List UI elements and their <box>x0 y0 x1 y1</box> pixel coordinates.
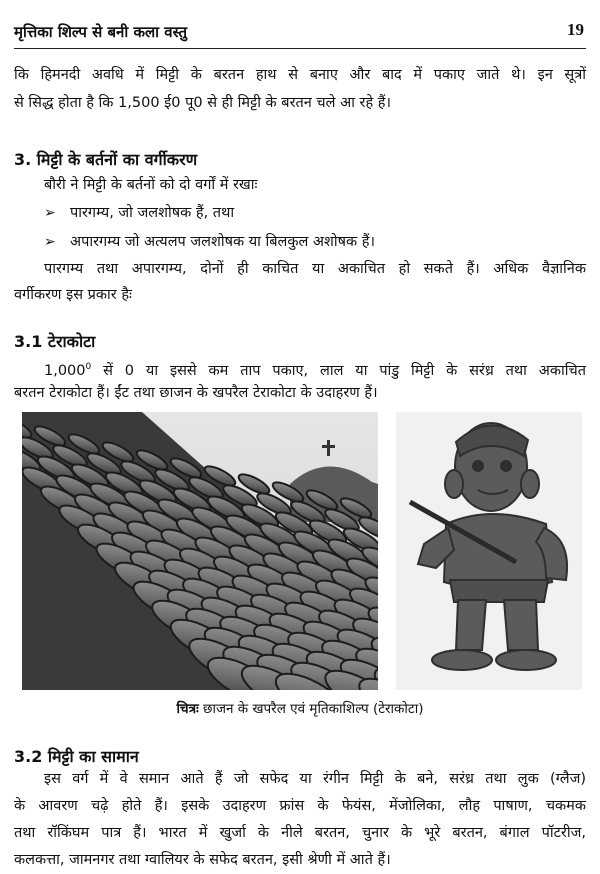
roof-tiles-photo <box>22 412 378 690</box>
page-number: 19 <box>567 20 584 39</box>
section-3-1-line-1: 1,000$^0$ सें 0 या इससे कम ताप पकाए, लाल या पांडु मिट्टी के सरंध्र तथा अकाचित <box>44 362 586 379</box>
figure-caption <box>0 699 600 717</box>
section-3-1-heading: 3.1 टेराकोटा <box>14 332 96 351</box>
list-item <box>44 202 234 222</box>
section-3-lead: बौरी ने मिट्टी के बर्तनों को दो वर्गों में रखाः <box>44 177 258 193</box>
terracotta-figurine-photo <box>396 412 582 690</box>
intro-line-2: से सिद्ध होता है कि 1,500 ई0 पू0 से ही मिट्टी के बरतन चले आ रहे हैं। <box>14 95 391 111</box>
running-title: मृत्तिका शिल्प से बनी कला वस्तु <box>14 23 187 41</box>
section-3-para-line-2: वर्गीकरण इस प्रकार हैः <box>14 287 132 303</box>
section-3-para-line-1: पारगम्य तथा अपारगम्य, दोनों ही काचित या अकाचित हो सकते हैं। अधिक वैज्ञानिक <box>44 261 586 277</box>
section-3-2-heading: 3.2 मिट्टी का सामान <box>14 747 139 766</box>
list-item <box>44 231 375 251</box>
section-3-1-line-2: बरतन टेराकोटा हैं। ईंट तथा छाजन के खपरैल टेराकोटा के उदाहरण हैं। <box>14 385 378 401</box>
caption-label: चित्रः <box>176 701 199 717</box>
section-3-2-line-3: तथा रॉकिंघम पात्र हैं। भारत में खुर्जा के नीले बरतन, चुनार के भूरे बरतन, बंगाल पॉटरीज, <box>14 825 586 841</box>
list-item-text: अपारगम्य जो अत्यलप जलशोषक या बिलकुल अशोषक हैं। <box>70 234 375 250</box>
caption-text: छाजन के खपरैल एवं मृतिकाशिल्प (टेराकोटा) <box>198 701 424 717</box>
intro-line-1: कि हिमनदी अवधि में मिट्टी के बरतन हाथ से बनाए और बाद में पकाए जाते थे। इन सूत्रों <box>14 67 586 83</box>
section-3-2-line-4: कलकत्ता, जामनगर तथा ग्वालियर के सफेद बरतन, इसी श्रेणी में आते हैं। <box>14 852 391 868</box>
section-3-2-line-1: इस वर्ग में वे समान आते हैं जो सफेद या रंगीन मिट्टी के बने, सरंध्र तथा लुक (ग्लैज) <box>44 771 586 787</box>
arrow-bullet-icon: ➢ <box>44 205 56 221</box>
list-item-text: पारगम्य, जो जलशोषक हैं, तथा <box>70 205 235 221</box>
page-header <box>14 18 586 49</box>
section-3-2-line-2: के आवरण चढ़े होते हैं। इसके उदाहरण फ्रांस के फेयंस, मेंजोलिका, लौह पाषाण, चकमक <box>14 798 586 814</box>
arrow-bullet-icon: ➢ <box>44 234 56 250</box>
section-3-heading: 3. मिट्टी के बर्तनों का वर्गीकरण <box>14 150 198 169</box>
